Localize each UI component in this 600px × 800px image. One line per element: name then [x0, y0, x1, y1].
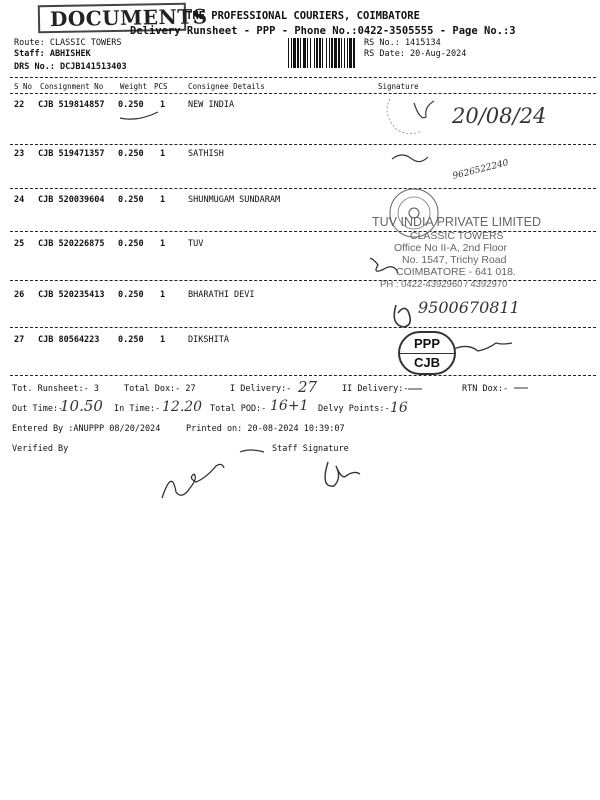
printed-on: Printed on: 20-08-2024 10:39:07	[186, 424, 345, 434]
barcode-bar	[310, 38, 311, 68]
barcode-bar	[288, 38, 289, 68]
barcode-bar	[300, 38, 301, 68]
barcode-bar	[341, 38, 342, 68]
stamp-street: No. 1547, Trichy Road	[402, 254, 507, 266]
stamp-phone: PH : 0422-4392960 / 4392970	[380, 279, 508, 290]
stamp-building: CLASSIC TOWERS	[410, 230, 504, 242]
row-consignee: SHUNMUGAM SUNDARAM	[188, 195, 281, 205]
ii-delivery-label: II Delivery:-	[342, 384, 409, 394]
handwritten-phone-2: 9500670811	[418, 298, 520, 317]
company-title: THE PROFESSIONAL COURIERS, COIMBATORE	[186, 10, 420, 22]
documents-stamp: DOCUMENTS	[38, 3, 186, 34]
divider	[10, 93, 596, 94]
ppp-stamp-divider	[400, 353, 454, 354]
row-pcs: 1	[160, 195, 166, 205]
barcode-bar	[344, 38, 345, 68]
row-pcs: 1	[160, 149, 166, 159]
barcode	[288, 38, 358, 70]
col-signature: Signature	[378, 82, 419, 91]
handwritten-phone: 9626522240	[451, 158, 510, 182]
row-weight: 0.250	[118, 100, 144, 110]
tot-runsheet: Tot. Runsheet:- 3	[12, 384, 99, 394]
row-consignment: CJB 519814857	[38, 100, 105, 110]
entered-by: Entered By :ANUPPP 08/20/2024	[12, 424, 161, 434]
runsheet-title: Delivery Runsheet - PPP - Phone No.:0422-3505555 - Page No.:3	[130, 25, 516, 37]
barcode-bar	[349, 38, 352, 68]
row-pcs: 1	[160, 290, 166, 300]
barcode-bar	[314, 38, 315, 68]
out-time-value: 10.50	[60, 397, 103, 415]
barcode-bar	[322, 38, 323, 68]
row-weight: 0.250	[118, 195, 144, 205]
row-sno: 22	[14, 100, 25, 110]
row-consignee: DIKSHITA	[188, 335, 229, 345]
row-pcs: 1	[160, 100, 166, 110]
row-consignment: CJB 520235413	[38, 290, 105, 300]
ppp-stamp-bottom: CJB	[413, 355, 440, 370]
stamp-city: COIMBATORE - 641 018.	[396, 266, 516, 278]
delvy-points-label: Delvy Points:-	[318, 404, 390, 414]
divider	[10, 77, 596, 78]
col-pcs: PCS	[154, 82, 168, 91]
staff-signature-label: Staff Signature	[272, 444, 349, 454]
barcode-bar	[347, 38, 348, 68]
col-consignee: Consignee Details	[188, 82, 265, 91]
barcode-bar	[319, 38, 321, 68]
handwritten-date: 20/08/24	[452, 104, 547, 128]
rtn-dox: RTN Dox:-	[462, 384, 509, 394]
row-weight: 0.250	[118, 335, 144, 345]
barcode-bar	[326, 38, 327, 68]
ii-delivery-dash	[406, 384, 426, 394]
barcode-bar	[307, 38, 308, 68]
rs-number: RS No.: 1415134	[364, 38, 441, 48]
barcode-bar	[334, 38, 337, 68]
barcode-bar	[338, 38, 340, 68]
verifier-signatures	[150, 440, 370, 510]
row-consignee: SATHISH	[188, 149, 224, 159]
in-time-value: 12.20	[162, 399, 203, 415]
row-pcs: 1	[160, 335, 166, 345]
barcode-bar	[293, 38, 296, 68]
total-pod-label: Total POD:-	[210, 404, 267, 414]
row-consignment: CJB 520039604	[38, 195, 105, 205]
row-consignment: CJB 80564223	[38, 335, 100, 345]
row-sno: 27	[14, 335, 25, 345]
barcode-bar	[303, 38, 306, 68]
col-consignment: Consignment No	[40, 82, 104, 91]
rs-date: RS Date: 20-Aug-2024	[364, 49, 467, 59]
route-label: Route: CLASSIC TOWERS	[14, 38, 122, 48]
row-consignment: CJB 519471357	[38, 149, 105, 159]
row-consignee: NEW INDIA	[188, 100, 235, 110]
row-consignment: CJB 520226875	[38, 239, 105, 249]
row-sno: 23	[14, 149, 25, 159]
i-delivery-label: I Delivery:-	[230, 384, 292, 394]
i-delivery-value: 27	[298, 378, 318, 396]
total-dox: Total Dox:- 27	[124, 384, 196, 394]
row-sno: 26	[14, 290, 25, 300]
tick-mark	[118, 108, 168, 122]
out-time-label: Out Time:-	[12, 404, 64, 414]
barcode-bar	[353, 38, 355, 68]
row-consignee: TUV	[188, 239, 204, 249]
row-sno: 25	[14, 239, 25, 249]
barcode-bar	[297, 38, 299, 68]
row-consignee: BHARATHI DEVI	[188, 290, 255, 300]
stamp-office: Office No II-A, 2nd Floor	[394, 242, 508, 254]
row-weight: 0.250	[118, 239, 144, 249]
in-time-label: In Time:-	[114, 404, 161, 414]
staff-label: Staff: ABHISHEK	[14, 49, 91, 59]
row-weight: 0.250	[118, 149, 144, 159]
ppp-stamp	[398, 331, 456, 375]
barcode-bar	[291, 38, 292, 68]
rtn-dox-dash	[512, 383, 532, 393]
barcode-bar	[316, 38, 318, 68]
ppp-stamp-top: PPP	[413, 336, 440, 351]
barcode-bar	[329, 38, 330, 68]
verified-by: Verified By	[12, 444, 69, 454]
delvy-points-value: 16	[390, 400, 408, 416]
col-sno: S No	[14, 82, 33, 91]
stamp-company: TUV INDIA PRIVATE LIMITED	[372, 215, 542, 229]
total-pod-value: 16+1	[270, 398, 309, 414]
row-weight: 0.250	[118, 290, 144, 300]
row-pcs: 1	[160, 239, 166, 249]
col-weight: Weight	[120, 82, 148, 91]
barcode-bar	[331, 38, 333, 68]
drs-label: DRS No.: DCJB141513403	[14, 62, 127, 72]
row-sno: 24	[14, 195, 25, 205]
